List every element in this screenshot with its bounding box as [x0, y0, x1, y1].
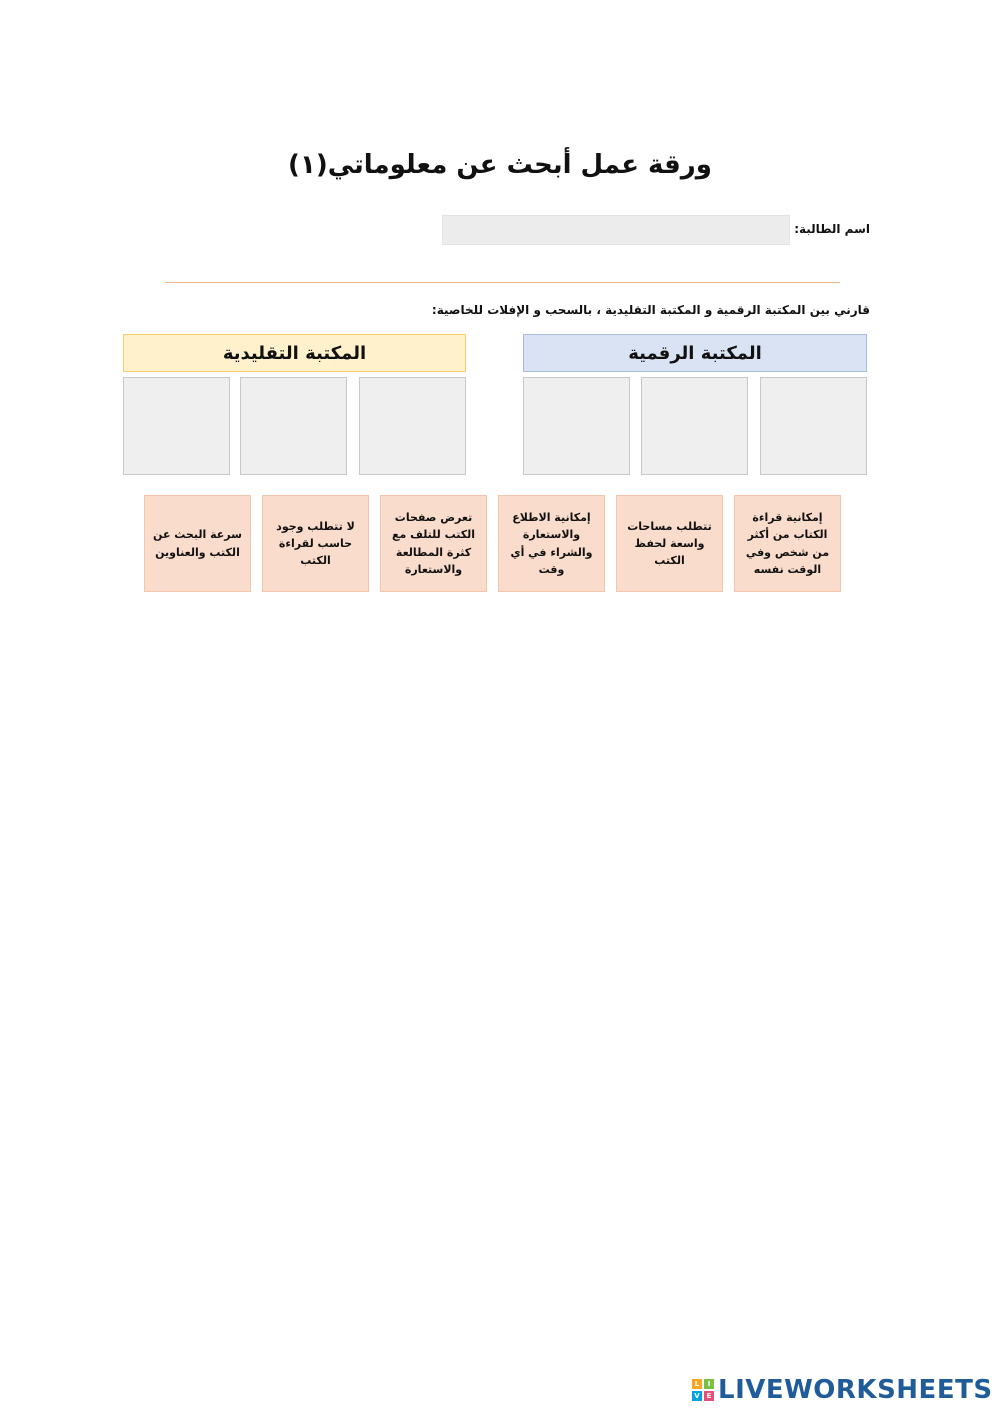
- digital-drop-zone-2[interactable]: [641, 377, 748, 475]
- live-logo-icon: [692, 1379, 714, 1401]
- liveworksheets-logo: [692, 1375, 993, 1405]
- logo-letter-v: V: [692, 1391, 702, 1401]
- draggable-card-3[interactable]: [498, 495, 605, 592]
- instruction-text: قارني بين المكتبة الرقمية و المكتبة التقليدية ، بالسحب و الإفلات للخاصية:: [431, 303, 870, 317]
- draggable-card-1[interactable]: [734, 495, 841, 592]
- logo-letter-l: L: [692, 1379, 702, 1389]
- draggable-card-4[interactable]: [380, 495, 487, 592]
- traditional-library-header: [123, 334, 466, 372]
- logo-text: LIVEWORKSHEETS: [718, 1375, 993, 1405]
- card-text: إمكانية قراءة الكتاب من أكثر من شخص وفي الوقت نفسه: [745, 511, 830, 576]
- card-text: تتطلب مساحات واسعة لحفظ الكتب: [627, 519, 712, 568]
- draggable-card-6[interactable]: [144, 495, 251, 592]
- digital-drop-zone-3[interactable]: [523, 377, 630, 475]
- divider: [165, 282, 840, 283]
- worksheet-title: ورقة عمل أبحث عن معلوماتي(١): [288, 150, 712, 180]
- card-text: تعرض صفحات الكتب للتلف مع كثرة المطالعة والاستعارة: [391, 511, 476, 576]
- digital-library-header-label: المكتبة الرقمية: [628, 342, 762, 364]
- card-text: لا تتطلب وجود حاسب لقراءة الكتب: [276, 519, 355, 568]
- traditional-drop-zone-1[interactable]: [359, 377, 466, 475]
- traditional-drop-zone-2[interactable]: [240, 377, 347, 475]
- card-text: سرعة البحث عن الكتب والعناوين: [153, 528, 242, 559]
- student-name-label: اسم الطالبة:: [794, 222, 870, 236]
- logo-letter-i: I: [704, 1379, 714, 1389]
- traditional-library-header-label: المكتبة التقليدية: [222, 342, 367, 364]
- traditional-drop-zone-3[interactable]: [123, 377, 230, 475]
- digital-library-header: [523, 334, 867, 372]
- card-text: إمكانية الاطلاع والاستعارة والشراء في أي وقت: [510, 511, 593, 576]
- logo-letter-e: E: [704, 1391, 714, 1401]
- draggable-card-2[interactable]: [616, 495, 723, 592]
- draggable-card-5[interactable]: [262, 495, 369, 592]
- digital-drop-zone-1[interactable]: [760, 377, 867, 475]
- student-name-input[interactable]: [442, 215, 790, 245]
